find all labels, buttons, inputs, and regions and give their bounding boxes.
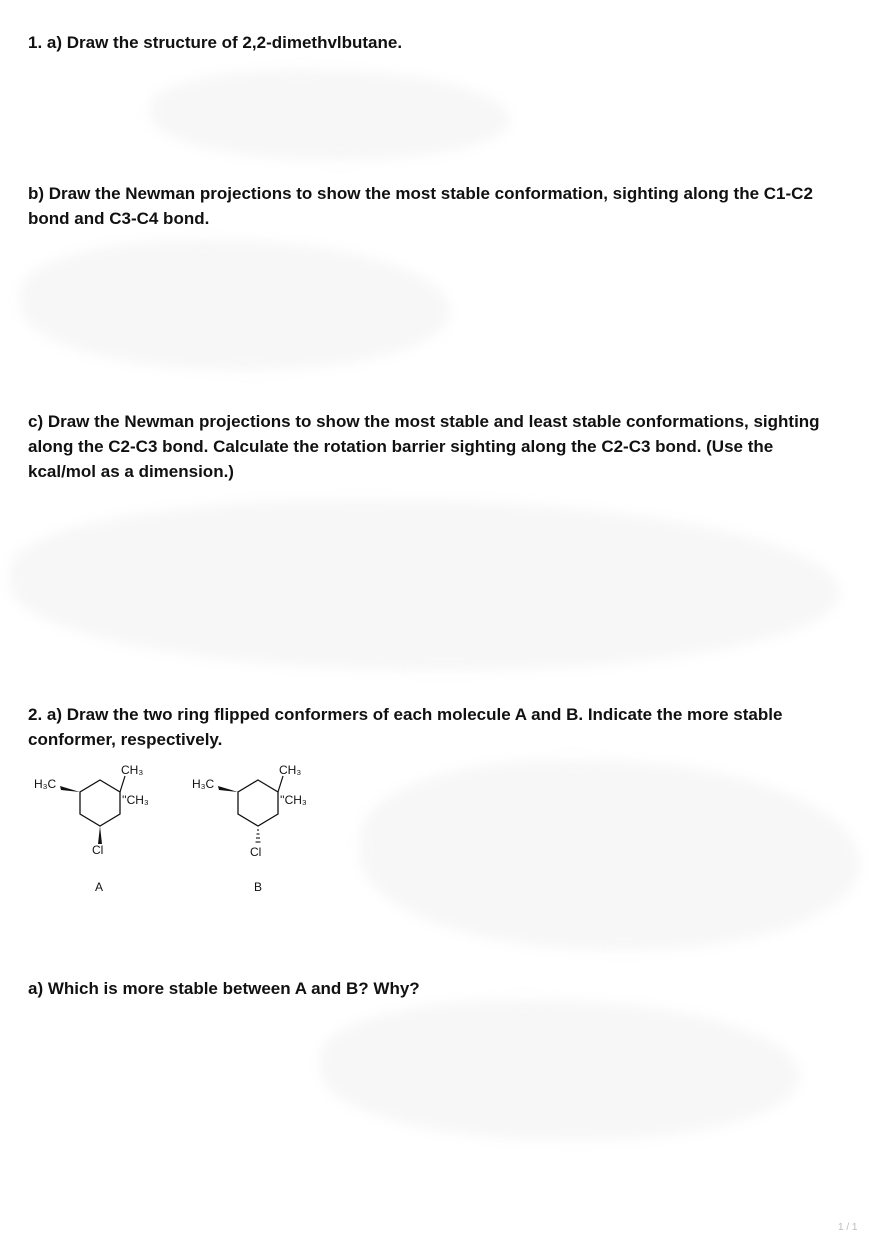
erased-area: [360, 760, 860, 950]
mol-a-right-group: ''CH₃: [122, 793, 149, 807]
molecule-b-label: B: [254, 880, 263, 894]
page-number: 1 / 1: [838, 1222, 858, 1233]
question-1a: 1. a) Draw the structure of 2,2-dimethvlbutane.: [28, 33, 403, 52]
mol-a-top-group: CH₃: [121, 763, 144, 777]
mol-a-left-group: H₃C: [34, 777, 57, 791]
question-1c: c) Draw the Newman projections to show the most stable and least stable conformations, sighting along the C2-C3 bond. Calculate the rotation barrier sighting along the C2-C3 bond. (Use the kcal/mol as a dimension.): [28, 412, 820, 481]
erased-area: [320, 1000, 800, 1140]
molecule-a-structure: [28, 760, 188, 855]
mol-b-top-group: CH₃: [279, 763, 302, 777]
question-1b: b) Draw the Newman projections to show the most stable conformation, sighting along the C1-C2 bond and C3-C4 bond.: [28, 184, 813, 228]
erased-area: [10, 500, 840, 670]
mol-b-left-group: H₃C: [192, 777, 215, 791]
mol-a-bottom-group: Cl: [92, 843, 104, 855]
question-2a: 2. a) Draw the two ring flipped conformers of each molecule A and B. Indicate the more stable conformer, respectively.: [28, 705, 783, 749]
question-2b: a) Which is more stable between A and B? Why?: [28, 979, 420, 998]
erased-area: [20, 240, 450, 370]
molecule-b-structure: [186, 760, 346, 860]
mol-b-right-group: ''CH₃: [280, 793, 307, 807]
molecule-a-label: A: [95, 880, 104, 894]
mol-b-bottom-group: Cl: [250, 845, 262, 859]
erased-area: [150, 70, 510, 160]
